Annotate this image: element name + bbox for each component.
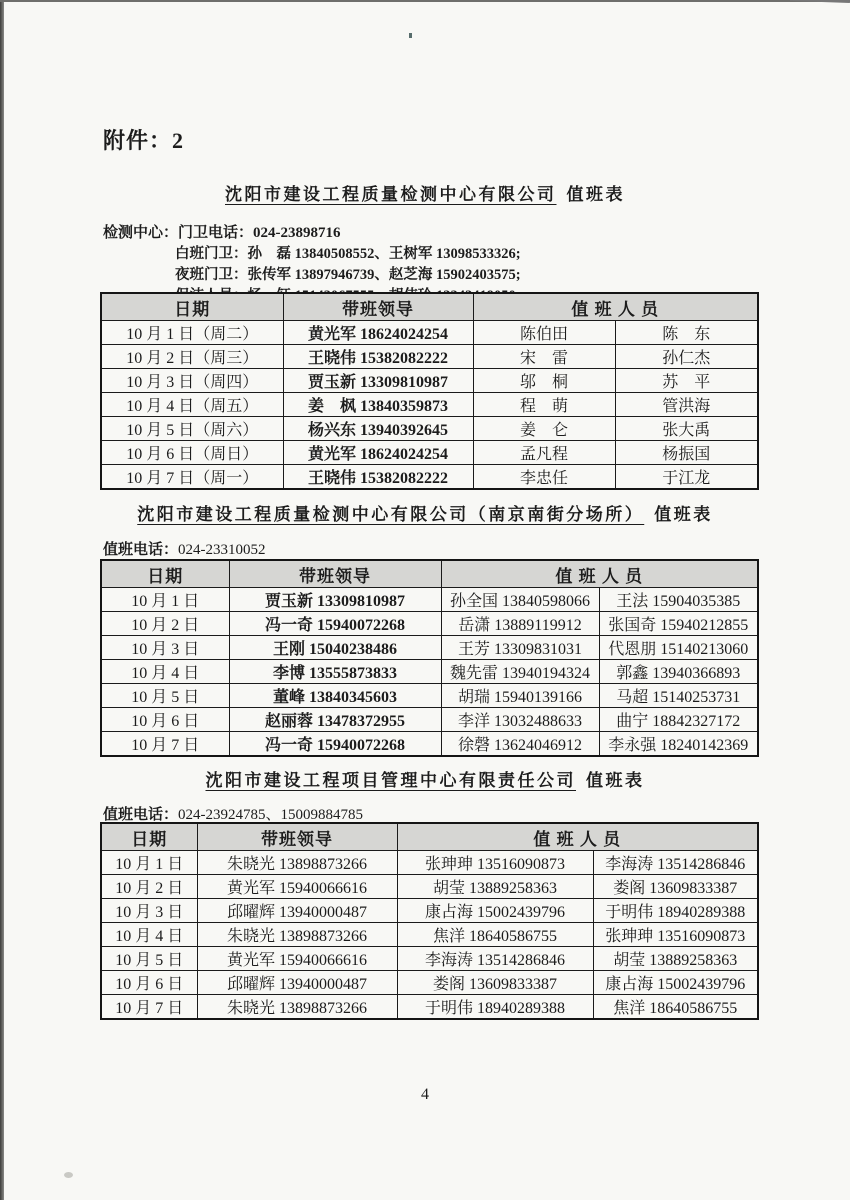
duty-leader: 黄光军 18624024254 [283,321,473,345]
duty-date: 10 月 5 日（周六） [101,417,283,441]
section1-company-name: 沈阳市建设工程质量检测中心有限公司 [225,185,557,204]
duty-leader: 杨兴东 13940392645 [283,417,473,441]
duty-person: 胡瑞 15940139166 [441,684,599,708]
duty-phone-number: 024-23310052 [178,542,266,558]
duty-person: 邬 桐 [473,369,615,393]
duty-leader: 赵丽蓉 13478372955 [229,708,441,732]
section3-duty-phone-line [103,803,363,824]
duty-leader: 贾玉新 13309810987 [229,588,441,612]
table-row [101,588,758,612]
duty-date: 10 月 2 日 [101,875,197,899]
duty-person: 于江龙 [615,465,758,490]
section3-title-suffix: 值班表 [586,771,645,790]
duty-person: 张珅珅 13516090873 [397,851,593,875]
scan-speck [409,33,412,38]
duty-date: 10 月 3 日 [101,636,229,660]
duty-person: 徐磬 13624046912 [441,732,599,757]
col-header-date: 日期 [101,823,197,851]
table-row [101,417,758,441]
duty-person: 曲宁 18842327172 [599,708,758,732]
table-row [101,345,758,369]
scan-top-edge-artifact [0,0,850,2]
duty-person: 张大禹 [615,417,758,441]
section1-title-suffix: 值班表 [566,185,625,204]
duty-leader: 王晓伟 15382082222 [283,465,473,490]
duty-person: 宋 雷 [473,345,615,369]
duty-person: 张珅珅 13516090873 [593,923,758,947]
table-row [101,321,758,345]
duty-person: 李海涛 13514286846 [397,947,593,971]
duty-person: 管洪海 [615,393,758,417]
duty-date: 10 月 1 日 [101,588,229,612]
col-header-leader: 带班领导 [229,560,441,588]
table-row [101,708,758,732]
duty-leader: 王晓伟 15382082222 [283,345,473,369]
duty-person: 于明伟 18940289388 [593,899,758,923]
table-row [101,441,758,465]
section2-title-suffix: 值班表 [654,505,713,524]
scan-smudge [64,1172,73,1178]
table-row [101,612,758,636]
duty-person: 李洋 13032488633 [441,708,599,732]
duty-person: 杨振国 [615,441,758,465]
table-row [101,636,758,660]
duty-date: 10 月 4 日 [101,660,229,684]
duty-date: 10 月 5 日 [101,947,197,971]
duty-person: 胡莹 13889258363 [397,875,593,899]
duty-leader: 邱曜辉 13940000487 [197,971,397,995]
duty-date: 10 月 1 日 [101,851,197,875]
section3-title [0,766,850,791]
duty-leader: 朱晓光 13898873266 [197,851,397,875]
duty-person: 娄阁 13609833387 [397,971,593,995]
duty-person: 马超 15140253731 [599,684,758,708]
col-header-staff: 值 班 人 员 [441,560,758,588]
duty-date: 10 月 6 日 [101,708,229,732]
duty-person: 焦洋 18640586755 [397,923,593,947]
duty-date: 10 月 2 日（周三） [101,345,283,369]
duty-date: 10 月 7 日（周一） [101,465,283,490]
duty-person: 李海涛 13514286846 [593,851,758,875]
table-row [101,995,758,1020]
header-row [101,823,758,851]
duty-leader: 朱晓光 13898873266 [197,923,397,947]
duty-phone-label: 值班电话： [103,807,179,823]
table-row [101,899,758,923]
duty-person: 孟凡程 [473,441,615,465]
duty-leader: 朱晓光 13898873266 [197,995,397,1020]
section3-company-name: 沈阳市建设工程项目管理中心有限责任公司 [205,771,576,790]
duty-date: 10 月 5 日 [101,684,229,708]
duty-leader: 黄光军 15940066616 [197,875,397,899]
duty-person: 苏 平 [615,369,758,393]
duty-date: 10 月 3 日（周四） [101,369,283,393]
duty-person: 孙全国 13840598066 [441,588,599,612]
duty-leader: 贾玉新 13309810987 [283,369,473,393]
col-header-date: 日期 [101,293,283,321]
duty-person: 张国奇 15940212855 [599,612,758,636]
duty-date: 10 月 4 日 [101,923,197,947]
duty-leader: 王刚 15040238486 [229,636,441,660]
col-header-staff: 值 班 人 员 [397,823,758,851]
duty-person: 于明伟 18940289388 [397,995,593,1020]
duty-date: 10 月 3 日 [101,899,197,923]
duty-date: 10 月 4 日（周五） [101,393,283,417]
gate-phone-line [103,222,521,244]
section2-duty-phone-line [103,538,266,559]
duty-person: 胡莹 13889258363 [593,947,758,971]
duty-leader: 邱曜辉 13940000487 [197,899,397,923]
duty-date: 10 月 1 日（周二） [101,321,283,345]
page-number: 4 [421,1086,429,1103]
duty-date: 10 月 2 日 [101,612,229,636]
section2-company-name: 沈阳市建设工程质量检测中心有限公司（南京南街分场所） [137,505,645,524]
duty-person: 孙仁杰 [615,345,758,369]
col-header-leader: 带班领导 [197,823,397,851]
table-row [101,971,758,995]
table-row [101,393,758,417]
table-row [101,732,758,757]
table-row [101,465,758,490]
duty-table-3 [100,822,759,1020]
table-row [101,660,758,684]
duty-leader: 黄光军 15940066616 [197,947,397,971]
center-label: 检测中心： [103,225,179,241]
header-row [101,293,758,321]
duty-leader: 李博 13555873833 [229,660,441,684]
col-header-leader: 带班领导 [283,293,473,321]
table-row [101,923,758,947]
day-guard-line: 白班门卫：孙 磊 13840508552、王树军 13098533326; [175,246,521,262]
duty-phone-number: 024-23924785、15009884785 [178,807,364,823]
section1-title [0,180,850,205]
table-row [101,875,758,899]
duty-person: 焦洋 18640586755 [593,995,758,1020]
duty-person: 李忠任 [473,465,615,490]
table-row [101,369,758,393]
duty-person: 代恩朋 15140213060 [599,636,758,660]
duty-person: 娄阁 13609833387 [593,875,758,899]
section2-title [0,500,850,525]
night-guard-line: 夜班门卫：张传军 13897946739、赵芝海 15902403575; [175,267,521,283]
attachment-label: 附件：2 [103,128,185,153]
duty-leader: 黄光军 18624024254 [283,441,473,465]
table-row [101,684,758,708]
duty-person: 姜 仑 [473,417,615,441]
duty-leader: 冯一奇 15940072268 [229,732,441,757]
duty-date: 10 月 7 日 [101,732,229,757]
duty-date: 10 月 6 日 [101,971,197,995]
duty-person: 郭鑫 13940366893 [599,660,758,684]
duty-leader: 冯一奇 15940072268 [229,612,441,636]
duty-leader: 姜 枫 13840359873 [283,393,473,417]
duty-date: 10 月 6 日（周日） [101,441,283,465]
col-header-date: 日期 [101,560,229,588]
duty-person: 陈伯田 [473,321,615,345]
duty-date: 10 月 7 日 [101,995,197,1020]
duty-person: 陈 东 [615,321,758,345]
duty-table-2 [100,559,759,757]
duty-person: 康占海 15002439796 [397,899,593,923]
duty-person: 康占海 15002439796 [593,971,758,995]
duty-table-1 [100,292,759,490]
duty-person: 程 萌 [473,393,615,417]
table-row [101,851,758,875]
duty-person: 魏先雷 13940194324 [441,660,599,684]
duty-person: 王芳 13309831031 [441,636,599,660]
table-row [101,947,758,971]
duty-leader: 董峰 13840345603 [229,684,441,708]
duty-person: 王法 15904035385 [599,588,758,612]
col-header-staff: 值 班 人 员 [473,293,758,321]
gate-phone: 门卫电话：024-23898716 [178,225,341,241]
duty-phone-label: 值班电话： [103,542,179,558]
duty-person: 岳潇 13889119912 [441,612,599,636]
duty-person: 李永强 18240142369 [599,732,758,757]
header-row [101,560,758,588]
